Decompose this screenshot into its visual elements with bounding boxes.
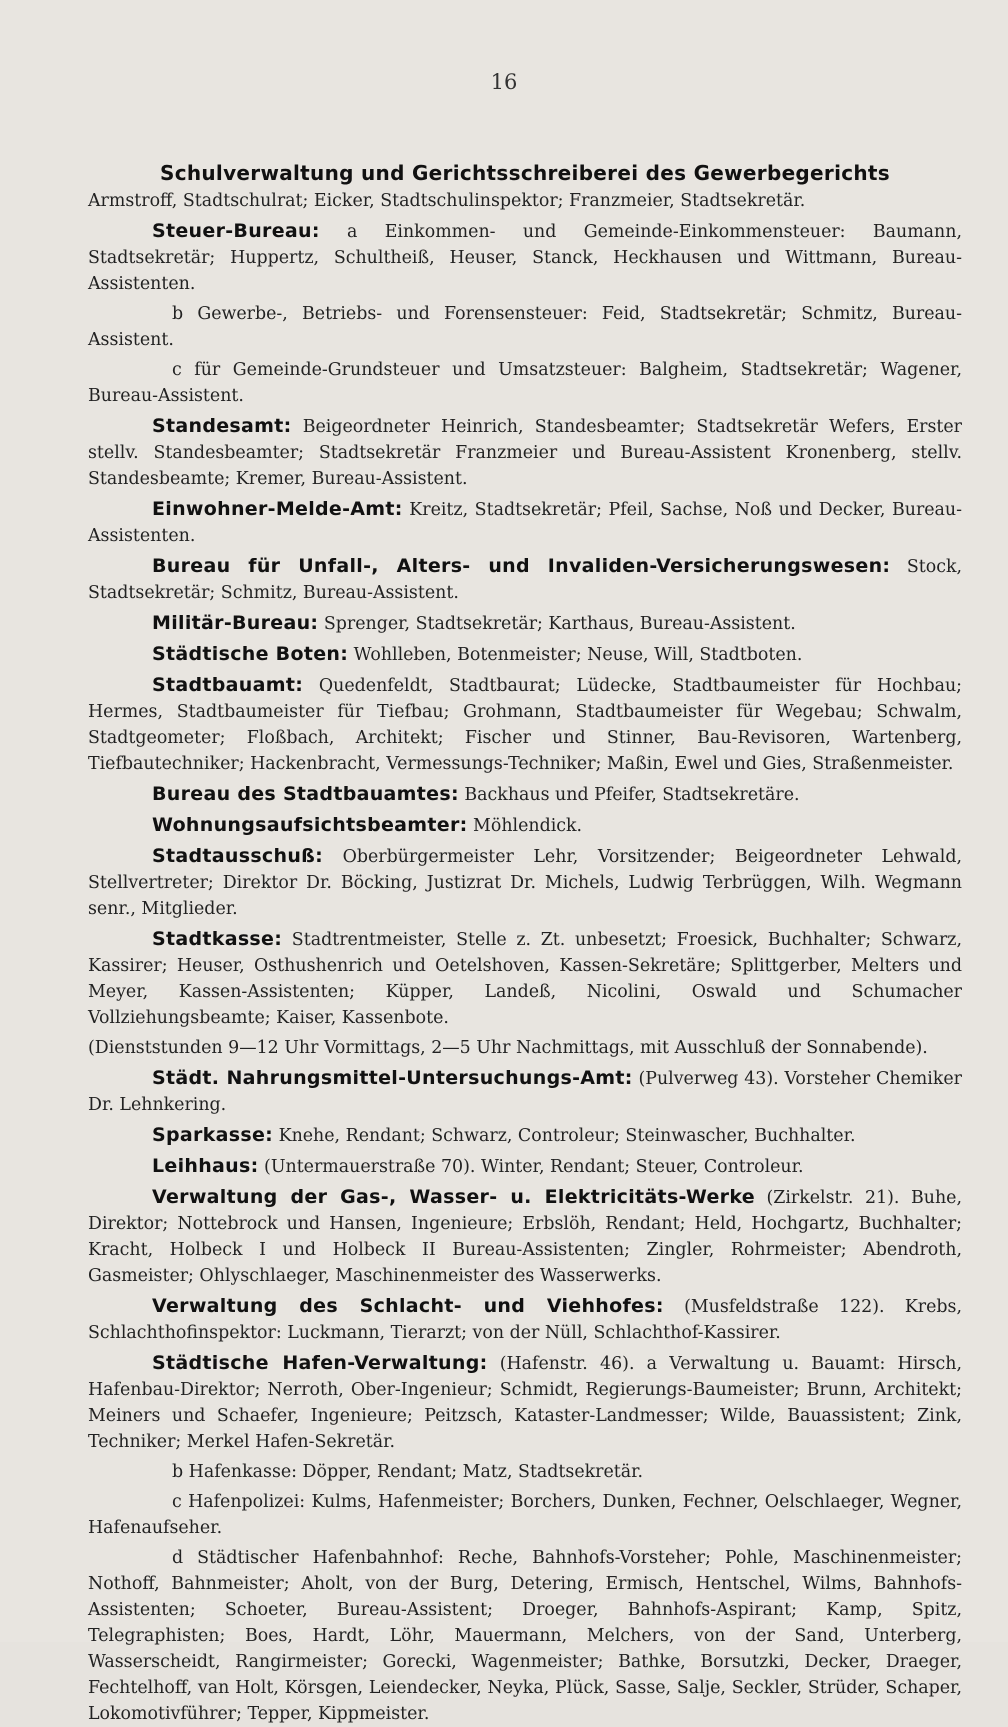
entry-heading: Schulverwaltung und Gerichtsschreiberei des Gewerbegerichts: [160, 161, 890, 185]
entry-heading: Städt. Nahrungsmittel-Untersuchungs-Amt:: [152, 1067, 633, 1089]
entry-text: Quedenfeldt, Stadtbaurat; Lüdecke, Stadtbaumeister für Hochbau; Hermes, Stadtbaumeister für Tiefbau; Grohmann, Stadtbaumeister für Wegebau; Schwalm, Stadtgeometer; Floßbach, Architekt; Fischer und Stinner, Bau-Revisoren, Wartenberg, Tiefbautechniker; Hackenbracht, Vermessungs-Techniker; Maßin, Ewel und Gies, Straßenmeister.: [88, 676, 963, 774]
entry-heading: Städtische Boten:: [152, 643, 349, 665]
section-standesamt: [88, 413, 962, 492]
section-staedtische-boten: [88, 641, 962, 668]
entry-text: Möhlendick.: [473, 816, 583, 836]
entry-text: Wohlleben, Botenmeister; Neuse, Will, Stadtboten.: [353, 645, 803, 665]
entry-heading: Stadtbauamt:: [152, 674, 304, 696]
section-schlacht-viehhof: [88, 1293, 962, 1346]
entry-text: (Zirkelstr. 21). Buhe, Direktor; Nottebrock und Hansen, Ingenieure; Erbslöh, Rendant; Held, Hochgartz, Buchhalter; Kracht, Holbeck I und Holbeck II Bureau-Assistenten; Zingler, Rohrmeister; Abendroth, Gasmeister; Ohlyschlaeger, Maschinenmeister des Wasserwerks.: [88, 1188, 962, 1286]
entry-text: (Pulverweg 43). Vorsteher Chemiker Dr. Lehnkering.: [88, 1069, 962, 1115]
section-nahrungsmittel-amt: [88, 1065, 962, 1118]
section-sparkasse: [88, 1122, 962, 1149]
entry-text: b Hafenkasse: Döpper, Rendant; Matz, Stadtsekretär.: [172, 1462, 644, 1482]
section-schulverwaltung-title: [88, 160, 962, 188]
entry-heading: Leihhaus:: [152, 1155, 259, 1177]
section-steuer-c: [88, 357, 962, 409]
section-leihhaus: [88, 1153, 962, 1180]
entry-text: Sprenger, Stadtsekretär; Karthaus, Bureau-Assistent.: [323, 614, 796, 634]
entry-heading: Bureau für Unfall-, Alters- und Invaliden-Versicherungswesen:: [152, 555, 891, 577]
section-militaer-bureau: [88, 610, 962, 637]
entry-text: d Städtischer Hafenbahnhof: Reche, Bahnhofs-Vorsteher; Pohle, Maschinenmeister; Nothoff, Bahnmeister; Aholt, von der Burg, Detering, Ermisch, Hentschel, Wilms, Bahnhofs-Assistenten; Schoeter, Bureau-Assistent; Droeger, Bahnhofs-Aspirant; Kamp, Spitz, Telegraphisten; Boes, Hardt, Löhr, Mauermann, Melchers, von der Sand, Unterberg, Wasserscheidt, Rangirmeister; Gorecki, Wagenmeister; Bathke, Borsutzki, Decker, Draeger, Fechtelhoff, van Holt, Körsgen, Leiendecker, Neyka, Plück, Sasse, Salje, Seckler, Strüder, Schaper, Lokomotivführer; Tepper, Kippmeister.: [88, 1548, 962, 1724]
section-hafenkasse: [88, 1459, 962, 1485]
section-bureau-stadtbauamt: [88, 781, 962, 808]
section-stadtkasse-hours: [88, 1035, 962, 1061]
section-steuer-bureau: [88, 218, 962, 297]
section-einwohner-melde-amt: [88, 496, 962, 549]
entry-text: (Hafenstr. 46). a Verwaltung u. Bauamt: Hirsch, Hafenbau-Direktor; Nerroth, Ober-Ingenieur; Schmidt, Regierungs-Baumeister; Brunn, Architekt; Meiners und Schaefer, Ingenieure; Peitzsch, Kataster-Landmesser; Wilde, Bauassistent; Zink, Techniker; Merkel Hafen-Sekretär.: [88, 1354, 962, 1452]
entry-text: Oberbürgermeister Lehr, Vorsitzender; Beigeordneter Lehwald, Stellvertreter; Direktor Dr. Böcking, Justizrat Dr. Michels, Ludwig Terbrüggen, Wilh. Wegmann senr., Mitglieder.: [88, 847, 962, 919]
entry-heading: Verwaltung der Gas-, Wasser- u. Elektricitäts-Werke: [152, 1186, 755, 1208]
section-wohnungsaufsicht: [88, 812, 962, 839]
entry-heading: Verwaltung des Schlacht- und Viehhofes:: [152, 1295, 664, 1317]
entry-text: (Untermauerstraße 70). Winter, Rendant; Steuer, Controleur.: [264, 1157, 804, 1177]
entry-text: Backhaus und Pfeifer, Stadtsekretäre.: [464, 785, 800, 805]
section-hafen-verwaltung: [88, 1350, 962, 1455]
section-steuer-b: [88, 301, 962, 353]
entry-heading: Stadtkasse:: [152, 928, 283, 950]
entry-heading: Sparkasse:: [152, 1124, 274, 1146]
entry-text: (Dienststunden 9—12 Uhr Vormittags, 2—5 Uhr Nachmittags, mit Ausschluß der Sonnabende).: [88, 1038, 928, 1058]
entry-heading: Städtische Hafen-Verwaltung:: [152, 1352, 488, 1374]
entry-heading: Steuer-Bureau:: [152, 220, 320, 242]
section-bureau-versicherungswesen: [88, 553, 962, 606]
section-hafenpolizei: [88, 1489, 962, 1541]
section-schulverwaltung-body: [88, 188, 962, 214]
section-stadtbauamt: [88, 672, 962, 777]
entry-heading: Standesamt:: [152, 415, 292, 437]
entry-text: Beigeordneter Heinrich, Standesbeamter; Stadtsekretär Wefers, Erster stellv. Standesbeamter; Stadtsekretär Franzmeier und Bureau-Assistent Kronenberg, stellv. Standesbeamte; Kremer, Bureau-Assistent.: [88, 417, 962, 489]
entry-text: b Gewerbe-, Betriebs- und Forensensteuer: Feid, Stadtsekretär; Schmitz, Bureau-Assistent.: [88, 304, 962, 350]
section-stadtkasse: [88, 926, 962, 1031]
entry-text: Stock, Stadtsekretär; Schmitz, Bureau-Assistent.: [88, 557, 963, 603]
entry-text: c Hafenpolizei: Kulms, Hafenmeister; Borchers, Dunken, Fechner, Oelschlaeger, Wegner, Hafenaufseher.: [88, 1492, 962, 1538]
entry-text: a Einkommen- und Gemeinde-Einkommensteuer: Baumann, Stadtsekretär; Huppertz, Schultheiß, Heuser, Stanck, Heckhausen und Wittmann, Bureau-Assistenten.: [88, 222, 962, 294]
entry-heading: Einwohner-Melde-Amt:: [152, 498, 403, 520]
entry-text: Stadtrentmeister, Stelle z. Zt. unbesetzt; Froesick, Buchhalter; Schwarz, Kassirer; Heuser, Osthushenrich und Oetelshoven, Kassen-Sekretäre; Splittgerber, Melters und Meyer, Kassen-Assistenten; Küpper, Landeß, Nicolini, Oswald und Schumacher Vollziehungsbeamte; Kaiser, Kassenbote.: [88, 930, 962, 1028]
page-number: 16: [490, 70, 518, 94]
entry-text: Armstroff, Stadtschulrat; Eicker, Stadtschulinspektor; Franzmeier, Stadtsekretär.: [88, 191, 806, 211]
entry-heading: Bureau des Stadtbauamtes:: [152, 783, 459, 805]
entry-heading: Stadtausschuß:: [152, 845, 324, 867]
entry-heading: Wohnungsaufsichtsbeamter:: [152, 814, 468, 836]
entry-text: Knehe, Rendant; Schwarz, Controleur; Steinwascher, Buchhalter.: [278, 1126, 856, 1146]
entry-heading: Militär-Bureau:: [152, 612, 319, 634]
entry-text: c für Gemeinde-Grundsteuer und Umsatzsteuer: Balgheim, Stadtsekretär; Wagener, Bureau-Assistent.: [88, 360, 962, 406]
entry-text: Kreitz, Stadtsekretär; Pfeil, Sachse, Noß und Decker, Bureau-Assistenten.: [88, 500, 962, 546]
entry-text: (Musfeldstraße 122). Krebs, Schlachthofinspektor: Luckmann, Tierarzt; von der Nüll, Schlachthof-Kassirer.: [88, 1297, 962, 1343]
section-hafenbahnhof: [88, 1545, 962, 1727]
section-gas-wasser-elektricitaet: [88, 1184, 962, 1289]
section-stadtausschuss: [88, 843, 962, 922]
